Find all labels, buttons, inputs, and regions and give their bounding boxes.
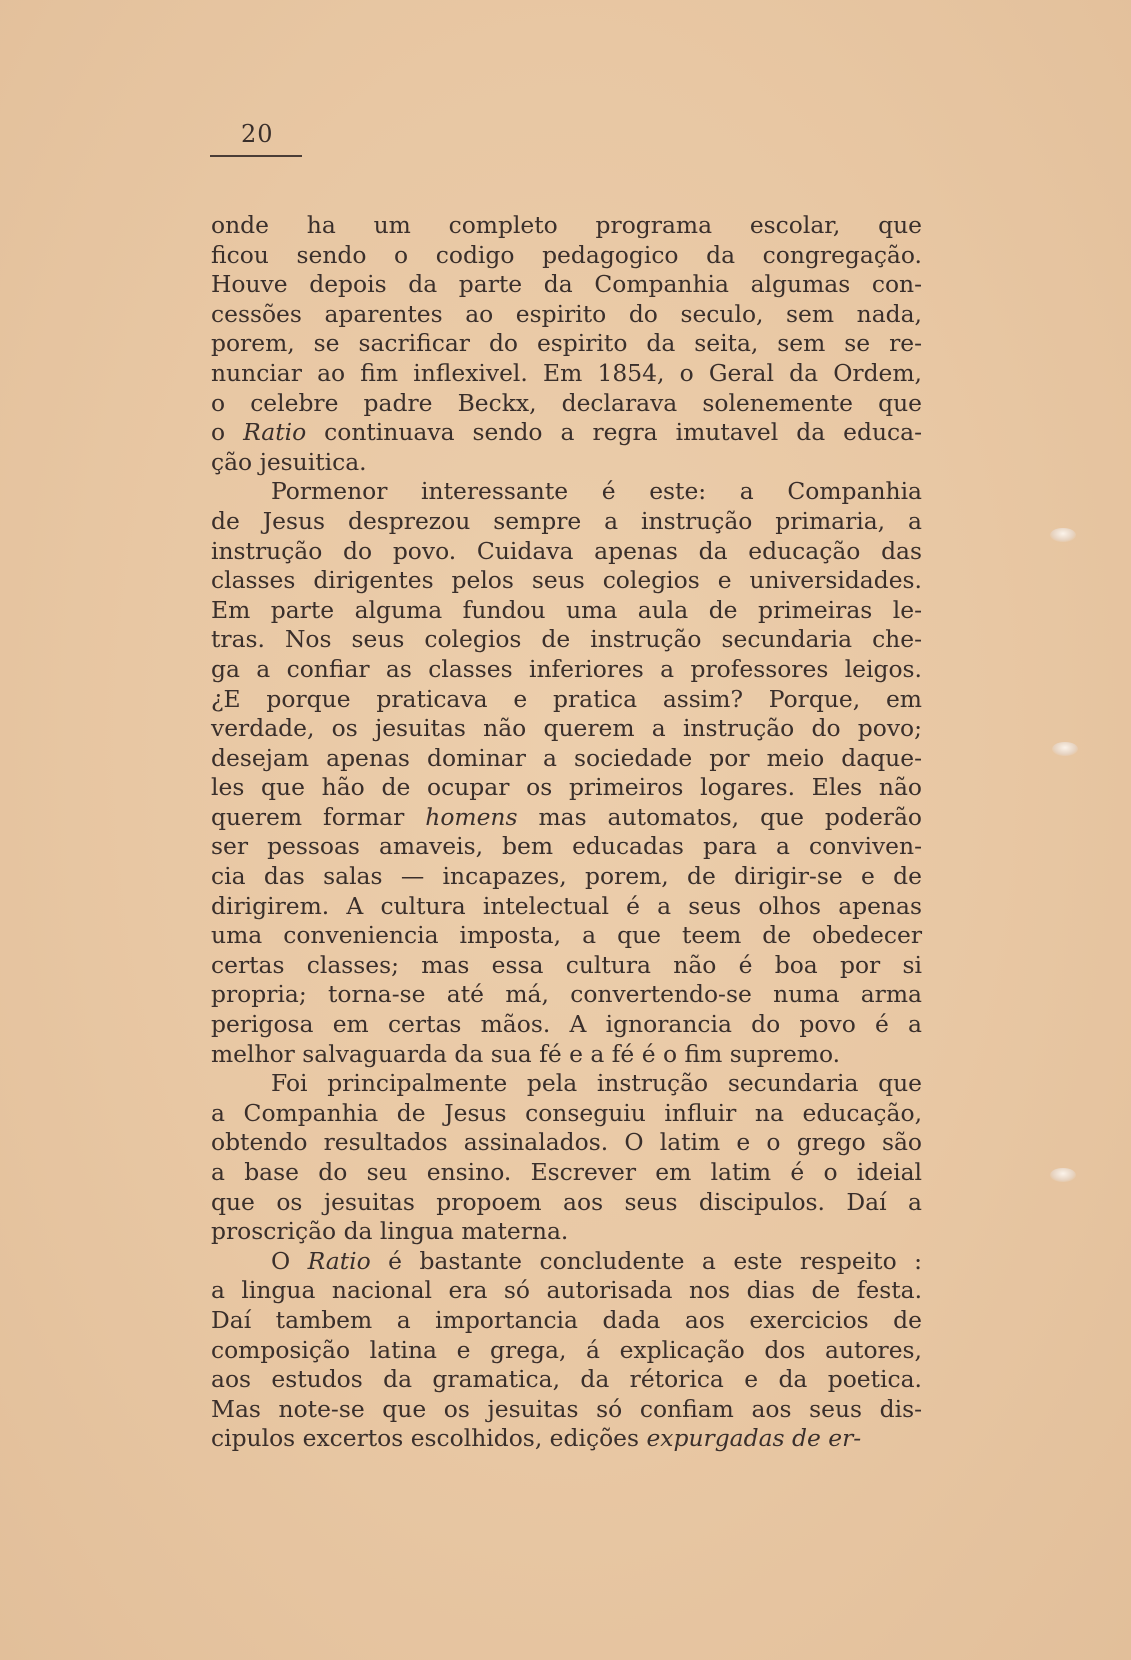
text-segment: desejam apenas dominar a sociedade por meio daque-: [211, 743, 922, 772]
text-line: [211, 1128, 922, 1158]
page-number-rule: [210, 155, 302, 157]
text-segment: O: [271, 1246, 308, 1275]
text-line: [211, 537, 922, 567]
text-segment: cipulos excertos escolhidos, edições: [211, 1424, 647, 1453]
text-segment: Pormenor interessante é este: a Companhia: [271, 477, 922, 506]
text-segment: Mas note-se que os jesuitas só confiam aos seus dis-: [211, 1394, 922, 1423]
text-segment: verdade, os jesuitas não querem a instrução do povo;: [211, 714, 922, 743]
text-segment: dirigirem. A cultura intelectual é a seus olhos apenas: [211, 891, 922, 920]
text-segment: composição latina e grega, á explicação dos autores,: [211, 1335, 922, 1364]
text-line: [211, 418, 922, 448]
text-line: [211, 980, 922, 1010]
text-line: [211, 1040, 922, 1070]
text-line: [211, 1336, 922, 1366]
text-segment: ser pessoas amaveis, bem educadas para a conviven-: [211, 832, 922, 861]
text-line: [211, 921, 922, 951]
text-segment: les que hão de ocupar os primeiros logares. Eles não: [211, 773, 922, 802]
text-segment: tras. Nos seus colegios de instrução secundaria che-: [211, 625, 922, 654]
text-segment: o: [211, 418, 244, 447]
text-segment: nunciar ao fim inflexivel. Em 1854, o Geral da Ordem,: [211, 358, 922, 387]
text-line: [211, 1276, 922, 1306]
text-segment: Em parte alguma fundou uma aula de primeiras le-: [211, 595, 922, 624]
text-line: [211, 211, 922, 241]
text-segment: a base do seu ensino. Escrever em latim é o ideial: [211, 1158, 922, 1186]
text-segment: perigosa em certas mãos. A ignorancia do povo é a: [211, 1010, 922, 1039]
text-segment: onde ha um completo programa escolar, que: [211, 211, 922, 239]
text-line: [211, 1217, 922, 1247]
text-segment: a lingua nacional era só autorisada nos dias de festa.: [211, 1276, 922, 1305]
text-line: [211, 1010, 922, 1040]
text-segment: é bastante concludente a este respeito :: [370, 1246, 922, 1275]
text-segment: propria; torna-se até má, convertendo-se numa arma: [211, 980, 922, 1009]
page-number: 20: [241, 120, 274, 148]
text-segment: ¿E porque praticava e pratica assim? Porque, em: [211, 684, 922, 713]
text-segment: que os jesuitas propoem aos seus discipulos. Daí a: [211, 1187, 922, 1216]
text-line: [211, 1365, 922, 1395]
italic-text-segment: expurgadas de er-: [646, 1424, 862, 1453]
text-segment: ção jesuitica.: [211, 447, 367, 476]
text-line: [211, 832, 922, 862]
text-line: [211, 685, 922, 715]
text-line: [211, 773, 922, 803]
text-line: [211, 300, 922, 330]
text-line: [211, 714, 922, 744]
italic-text-segment: Ratio: [307, 1246, 371, 1275]
text-segment: cia das salas — incapazes, porem, de dirigir-se e de: [211, 862, 922, 891]
text-line: [211, 1069, 922, 1099]
text-line: [211, 566, 922, 596]
text-segment: Foi principalmente pela instrução secundaria que: [271, 1069, 922, 1098]
text-line: [211, 389, 922, 419]
text-segment: Daí tambem a importancia dada aos exercicios de: [211, 1305, 922, 1334]
text-line: [211, 1424, 922, 1454]
text-segment: cessões aparentes ao espirito do seculo, sem nada,: [211, 299, 922, 328]
text-segment: instrução do povo. Cuidava apenas da educação das: [211, 536, 922, 565]
text-line: [211, 477, 922, 507]
body-text: [211, 211, 922, 1454]
text-line: [211, 1306, 922, 1336]
text-line: [211, 448, 922, 478]
text-segment: melhor salvaguarda da sua fé e a fé é o fim supremo.: [211, 1039, 841, 1068]
text-segment: a Companhia de Jesus conseguiu influir na educação,: [211, 1098, 922, 1127]
text-line: [211, 744, 922, 774]
text-line: [211, 270, 922, 300]
text-segment: uma conveniencia imposta, a que teem de obedecer: [211, 921, 922, 950]
italic-text-segment: homens: [425, 802, 518, 831]
text-segment: ga a confiar as classes inferiores a professores leigos.: [211, 654, 922, 683]
text-segment: ficou sendo o codigo pedagogico da congregação.: [211, 240, 922, 269]
text-segment: aos estudos da gramatica, da rétorica e da poetica.: [211, 1365, 922, 1394]
text-line: [211, 862, 922, 892]
text-line: [211, 241, 922, 271]
text-segment: certas classes; mas essa cultura não é boa por si: [211, 950, 922, 979]
binding-hole-3: [1050, 1168, 1076, 1182]
text-line: [211, 1395, 922, 1425]
text-line: [211, 1158, 922, 1188]
text-line: [211, 507, 922, 537]
text-line: [211, 951, 922, 981]
text-line: [211, 1099, 922, 1129]
text-segment: porem, se sacrificar do espirito da seita, sem se re-: [211, 329, 922, 358]
text-segment: classes dirigentes pelos seus colegios e universidades.: [211, 566, 922, 595]
text-segment: mas automatos, que poderão: [517, 802, 922, 831]
binding-hole-1: [1050, 528, 1076, 542]
text-line: [211, 803, 922, 833]
text-line: [211, 1188, 922, 1218]
text-line: [211, 329, 922, 359]
text-segment: proscrição da lingua materna.: [211, 1217, 569, 1246]
text-line: [211, 625, 922, 655]
text-line: [211, 359, 922, 389]
italic-text-segment: Ratio: [243, 418, 307, 447]
text-segment: de Jesus desprezou sempre a instrução primaria, a: [211, 506, 922, 535]
text-segment: querem formar: [211, 802, 426, 831]
text-segment: o celebre padre Beckx, declarava solenemente que: [211, 388, 922, 417]
text-line: [211, 892, 922, 922]
text-segment: continuava sendo a regra imutavel da educa-: [306, 418, 922, 447]
binding-hole-2: [1052, 742, 1078, 756]
text-line: [211, 655, 922, 685]
text-segment: obtendo resultados assinalados. O latim e o grego são: [211, 1128, 922, 1157]
text-line: [211, 596, 922, 626]
text-segment: Houve depois da parte da Companhia algumas con-: [211, 270, 922, 299]
text-line: [211, 1247, 922, 1277]
